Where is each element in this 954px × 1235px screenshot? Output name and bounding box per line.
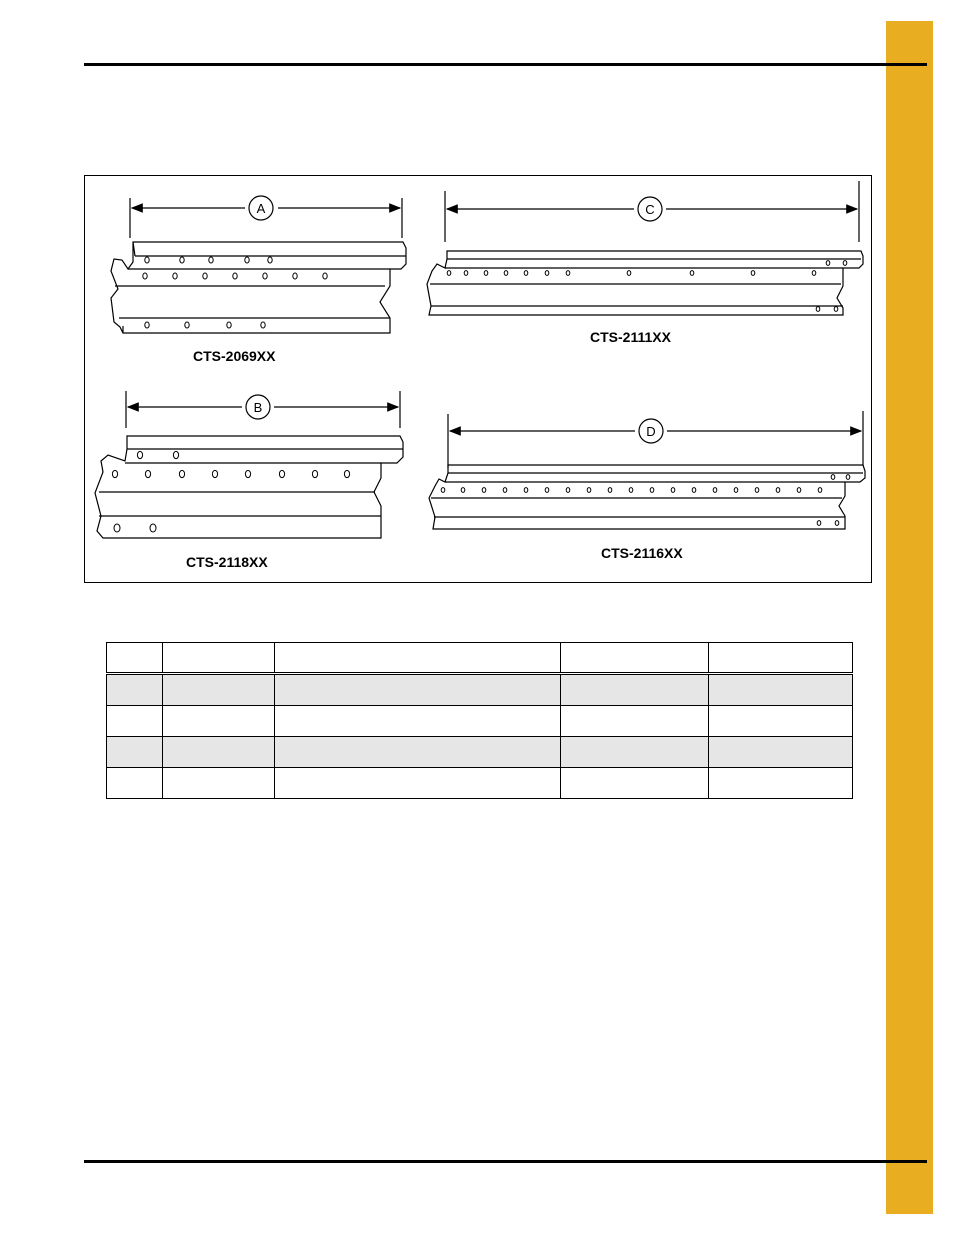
part-label-cts-2118xx: CTS-2118XX [186,554,268,570]
channel-drawings [85,176,873,584]
dimension-c-letter: C [645,202,655,217]
table-header-cell [107,643,163,674]
dimension-b-letter: B [253,400,263,415]
dimension-a-letter: A [256,201,266,216]
table-cell [709,737,853,768]
table-cell [275,737,561,768]
specification-table [106,642,853,799]
dimension-b [126,391,400,428]
table-cell [709,674,853,706]
channel-b [95,436,403,538]
table-cell [275,768,561,799]
table-header-cell [561,643,709,674]
channel-d [429,465,865,529]
table-header-row [107,643,853,674]
table-row [107,768,853,799]
table-cell [107,674,163,706]
channel-a [111,242,406,333]
table-row [107,674,853,706]
table-cell [275,674,561,706]
table-cell [275,706,561,737]
table-cell [561,674,709,706]
section-tab [886,21,933,1214]
table-cell [163,737,275,768]
footer-rule [84,1160,927,1163]
table-header-cell [275,643,561,674]
dimension-c [445,181,859,242]
table-cell [561,737,709,768]
table-cell [163,674,275,706]
table-cell [709,768,853,799]
dimension-d-letter: D [646,424,656,439]
table-cell [163,768,275,799]
dimension-d [448,411,863,468]
table-header-cell [709,643,853,674]
table-cell [107,768,163,799]
channel-c [427,251,863,315]
table-header-cell [163,643,275,674]
table-cell [107,706,163,737]
table-cell [709,706,853,737]
dimension-a [130,196,402,238]
table-cell [163,706,275,737]
part-label-cts-2116xx: CTS-2116XX [601,545,683,561]
part-label-cts-2069xx: CTS-2069XX [193,348,276,364]
table-cell [561,768,709,799]
header-rule [84,63,927,66]
table-cell [561,706,709,737]
table-row [107,706,853,737]
part-label-cts-2111xx: CTS-2111XX [590,329,671,345]
table-cell [107,737,163,768]
channel-figure [84,175,872,583]
table-row [107,737,853,768]
